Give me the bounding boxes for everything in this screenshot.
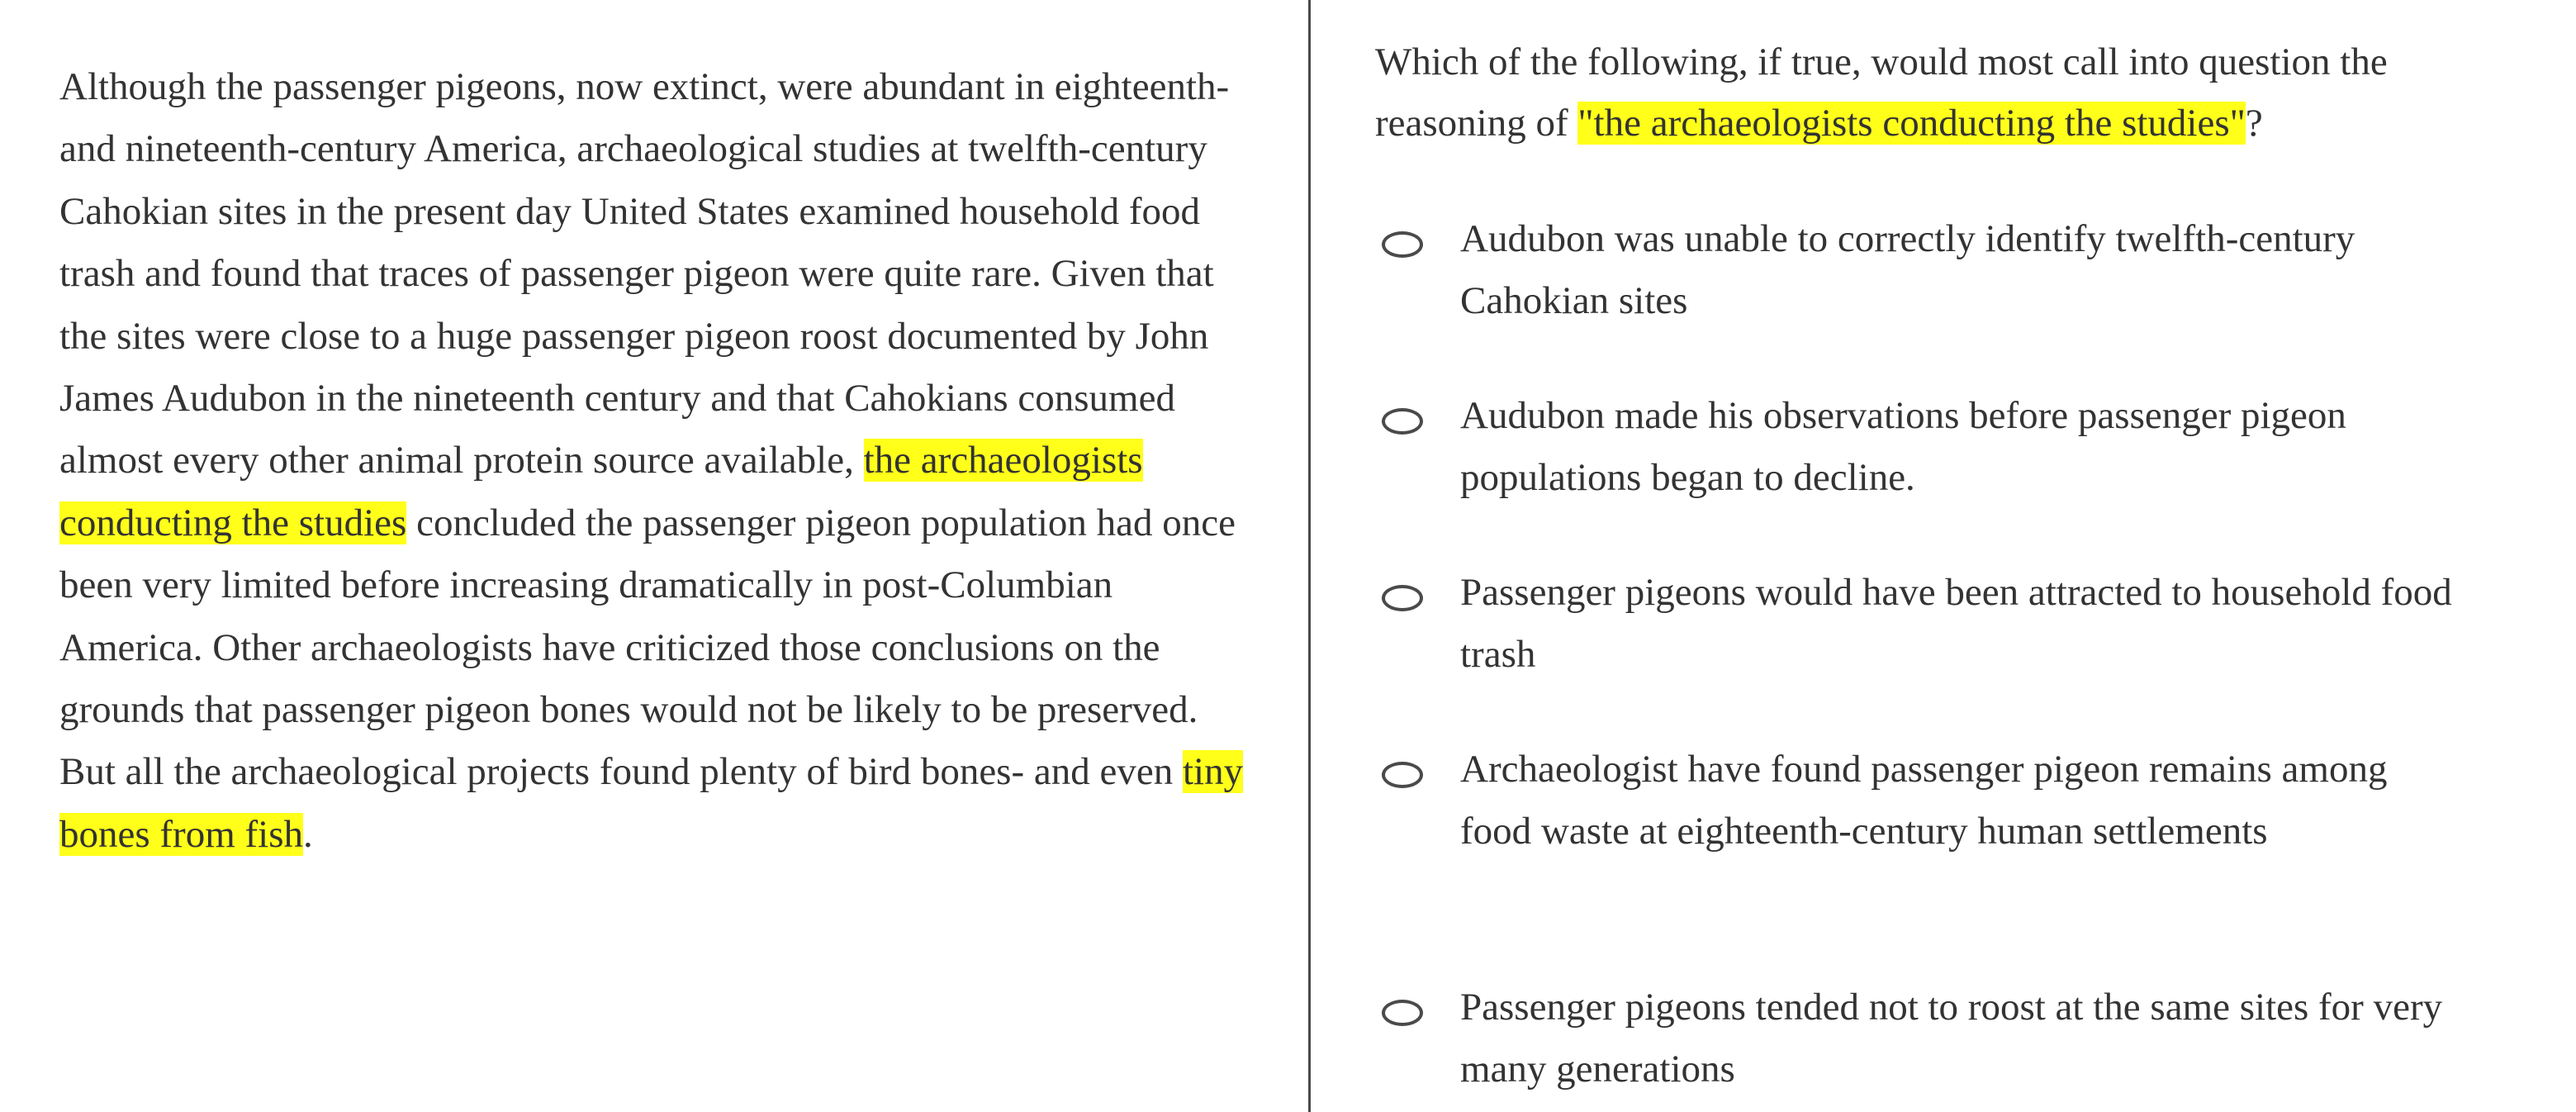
radio-button-c[interactable] — [1382, 585, 1423, 611]
answer-option-label[interactable]: Audubon made his observations before passenger pigeon populations began to decline. — [1460, 394, 2346, 499]
answer-option-label[interactable]: Passenger pigeons would have been attracted to household food trash — [1460, 571, 2452, 676]
answer-option-c[interactable] — [1375, 562, 2548, 686]
passage-text — [59, 56, 1249, 866]
question-stem — [1375, 31, 2548, 154]
answer-option-label[interactable]: Archaeologist have found passenger pigeon remains among food waste at eighteenth-century human settlements — [1460, 748, 2388, 853]
question-stem-end: ? — [2245, 102, 2263, 145]
passage-highlight: the archaeologists conducting the studies — [59, 439, 1143, 544]
passage-highlight: tiny bones from fish — [59, 750, 1244, 856]
pane-divider[interactable] — [1308, 0, 1311, 1112]
radio-button-d[interactable] — [1382, 762, 1423, 788]
answer-option-b[interactable] — [1375, 385, 2548, 509]
passage-segment: concluded the passenger pigeon population had once been very limited before increasing dramatically in post-Columbian America. Other archaeologists have criticized those conclusions on the grounds that passenger pigeon bones would not be likely to be preserved. But all the archaeological projects found plenty of bird bones- and even — [59, 501, 1236, 794]
answer-option-label[interactable]: Audubon was unable to correctly identify twelfth-century Cahokian sites — [1460, 217, 2355, 322]
radio-button-e[interactable] — [1382, 1000, 1423, 1026]
radio-button-a[interactable] — [1382, 231, 1423, 258]
answer-option-label[interactable]: Passenger pigeons tended not to roost at the same sites for very many generations — [1460, 986, 2443, 1091]
question-stem-highlight: "the archaeologists conducting the studies" — [1577, 102, 2246, 145]
passage-segment: . — [303, 812, 313, 856]
answer-option-d[interactable] — [1375, 739, 2548, 924]
passage-segment: Although the passenger pigeons, now extinct, were abundant in eighteenth- and nineteenth-century America, archaeological studies at twelfth-century Cahokian sites in the present day United States examined household food trash and found that traces of passenger pigeon were quite rare. Given that the sites were close to a huge passenger pigeon roost documented by John James Audubon in the nineteenth century and that Cahokians consumed almost every other animal protein source available, — [59, 65, 1230, 482]
question-stem-text: Which of the following, if true, would most call into question the reasoning of — [1375, 40, 2388, 145]
question-pane — [1375, 31, 2548, 1091]
answer-option-a[interactable] — [1375, 208, 2548, 332]
radio-button-b[interactable] — [1382, 408, 1423, 435]
answer-option-e[interactable] — [1375, 977, 2548, 1100]
